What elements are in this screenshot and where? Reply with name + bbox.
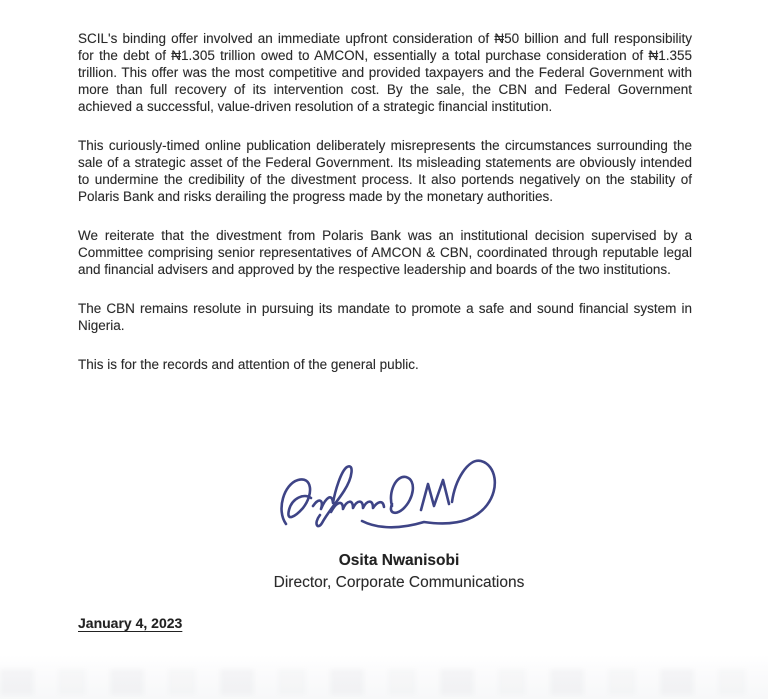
signature-block	[276, 452, 520, 552]
paragraph-5: This is for the records and attention of the general public.	[78, 357, 419, 372]
document-body	[78, 30, 692, 395]
paragraph-3: We reiterate that the divestment from Polaris Bank was an institutional decision supervised by a Committee comprising senior representatives of AMCON & CBN, coordinated through reputable legal and financial advisers and approved by the respective leadership and boards of the two institutions.	[78, 228, 692, 277]
signatory-title: Director, Corporate Communications	[273, 574, 525, 591]
signatory-block	[92, 550, 706, 594]
signature-icon	[276, 452, 520, 552]
document-date: January 4, 2023	[78, 615, 183, 631]
signature-strokes	[282, 461, 495, 528]
paragraph-2: This curiously-timed online publication deliberately misrepresents the circumstances surrounding the sale of a strategic asset of the Federal Government. Its misleading statements are obviously intended to undermine the credibility of the divestment process. It also portends negatively on the stability of Polaris Bank and risks derailing the progress made by the monetary authorities.	[78, 138, 692, 204]
signatory-name: Osita Nwanisobi	[338, 552, 460, 569]
paragraph-1: SCIL's binding offer involved an immediate upfront consideration of ₦50 billion and full responsibility for the debt of ₦1.305 trillion owed to AMCON, essentially a total purchase consideration of ₦1.355 trillion. This offer was the most competitive and provided taxpayers and the Federal Government with more than full recovery of its intervention cost. By the sale, the CBN and Federal Government achieved a successful, value-driven resolution of a strategic financial institution.	[78, 31, 692, 114]
page-bottom-fade	[0, 655, 768, 699]
paragraph-4: The CBN remains resolute in pursuing its mandate to promote a safe and sound financial system in Nigeria.	[78, 301, 692, 333]
